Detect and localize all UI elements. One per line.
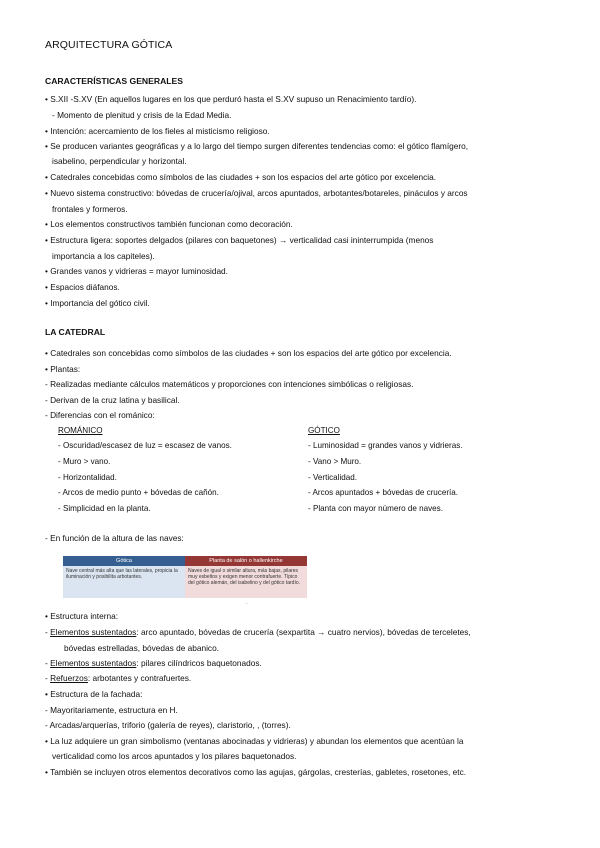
gotico-heading: GÓTICO	[308, 426, 340, 435]
romanico-item: - Oscuridad/escasez de luz = escasez de vanos.	[58, 441, 232, 450]
table-cell-hallenkirche: Naves de igual o similar altura, más bajas, pilares muy esbeltos y exigen menor contrafuerte. Típico del gótico alemán, del isabelino y del gótico tardío.	[188, 568, 301, 586]
section-heading-catedral: LA CATEDRAL	[45, 327, 106, 337]
text-line: • Estructura ligera: soportes delgados (pilares con baquetones) → verticalidad casi ininterrumpida (menos	[45, 235, 434, 245]
romanico-item: - Arcos de medio punto + bóvedas de cañón.	[58, 488, 219, 497]
text-line: • Catedrales concebidas como símbolos de las ciudades + son los espacios del arte gótico por excelencia.	[45, 172, 437, 182]
text-line: - Derivan de la cruz latina y basilical.	[45, 395, 180, 405]
structure-line: - Elementos sustentados: arco apuntado, bóvedas de crucería (sexpartita → cuatro nervios), bóvedas de terceletes,	[45, 627, 471, 637]
text-line: - Momento de plenitud y crisis de la Edad Media.	[52, 110, 232, 120]
text-line: • Nuevo sistema constructivo: bóvedas de crucería/ojival, arcos apuntados, arbotantes/botareles, pináculos y arcos	[45, 188, 468, 198]
romanico-item: - Muro > vano.	[58, 457, 111, 466]
decorative-dot: .	[246, 600, 248, 606]
text-line: • Catedrales son concebidas como símbolos de las ciudades + son los espacios del arte gótico por excelencia.	[45, 348, 452, 358]
structure-line: • La luz adquiere un gran simbolismo (ventanas abocinadas y vidrieras) y abundan los elementos que acentúan la	[45, 736, 464, 746]
naves-comparison-table	[63, 556, 307, 598]
text-line: frontales y formeros.	[52, 204, 128, 214]
gotico-item: - Verticalidad.	[308, 473, 358, 482]
structure-line: - Refuerzos: arbotantes y contrafuertes.	[45, 673, 192, 683]
section-heading-caracteristicas: CARACTERÍSTICAS GENERALES	[45, 76, 183, 86]
romanico-item: - Simplicidad en la planta.	[58, 504, 151, 513]
structure-line: • Estructura interna:	[45, 611, 118, 621]
text-line: • Importancia del gótico civil.	[45, 298, 150, 308]
text-line: - Realizadas mediante cálculos matemáticos y proporciones con intenciones simbólicas o religiosas.	[45, 379, 414, 389]
text-line: • Plantas:	[45, 364, 81, 374]
text-line: • Intención: acercamiento de los fieles al misticismo religioso.	[45, 126, 270, 136]
gotico-item: - Arcos apuntados + bóvedas de crucería.	[308, 488, 459, 497]
text-line: - En función de la altura de las naves:	[45, 533, 184, 543]
text-line: • Grandes vanos y vidrieras = mayor luminosidad.	[45, 266, 228, 276]
document-title: ARQUITECTURA GÓTICA	[45, 39, 173, 51]
gotico-item: - Vano > Muro.	[308, 457, 362, 466]
romanico-item: - Horizontalidad.	[58, 473, 117, 482]
structure-line: verticalidad como los arcos apuntados y los pilares baquetonados.	[52, 751, 297, 761]
table-column-hallenkirche	[185, 556, 307, 598]
table-header-gotica: Gótica	[63, 556, 185, 566]
text-line: isabelino, perpendicular y horizontal.	[52, 156, 187, 166]
structure-line: - Mayoritariamente, estructura en H.	[45, 705, 178, 715]
gotico-item: - Planta con mayor número de naves.	[308, 504, 443, 513]
structure-line: - Arcadas/arquerías, triforio (galería de reyes), claristorio, , (torres).	[45, 720, 291, 730]
text-line: • Los elementos constructivos también funcionan como decoración.	[45, 219, 293, 229]
text-line: • S.XII -S.XV (En aquellos lugares en los que perduró hasta el S.XV supuso un Renacimiento tardío).	[45, 94, 417, 104]
structure-line: bóvedas estrelladas, bóvedas de abanico.	[64, 643, 219, 653]
table-header-hallenkirche: Planta de salón o hallenkirche	[185, 556, 307, 566]
gotico-item: - Luminosidad = grandes vanos y vidrieras.	[308, 441, 463, 450]
structure-line: • También se incluyen otros elementos decorativos como las agujas, gárgolas, cresterías, gabletes, rosetones, etc.	[45, 767, 467, 777]
text-line: - Diferencias con el románico:	[45, 410, 155, 420]
table-cell-gotica: Nave central más alta que las laterales, propicia la iluminación y posibilita arbotantes.	[66, 568, 178, 580]
text-line: • Espacios diáfanos.	[45, 282, 120, 292]
text-line: • Se producen variantes geográficas y a lo largo del tiempo surgen diferentes tendencias como: el gótico flamígero,	[45, 141, 469, 151]
text-line: importancia a los capiteles).	[52, 251, 155, 261]
romanico-heading: ROMÁNICO	[58, 426, 103, 435]
structure-line: - Elementos sustentados: pilares cilíndricos baquetonados.	[45, 658, 262, 668]
table-column-gotica	[63, 556, 185, 598]
structure-line: • Estructura de la fachada:	[45, 689, 143, 699]
